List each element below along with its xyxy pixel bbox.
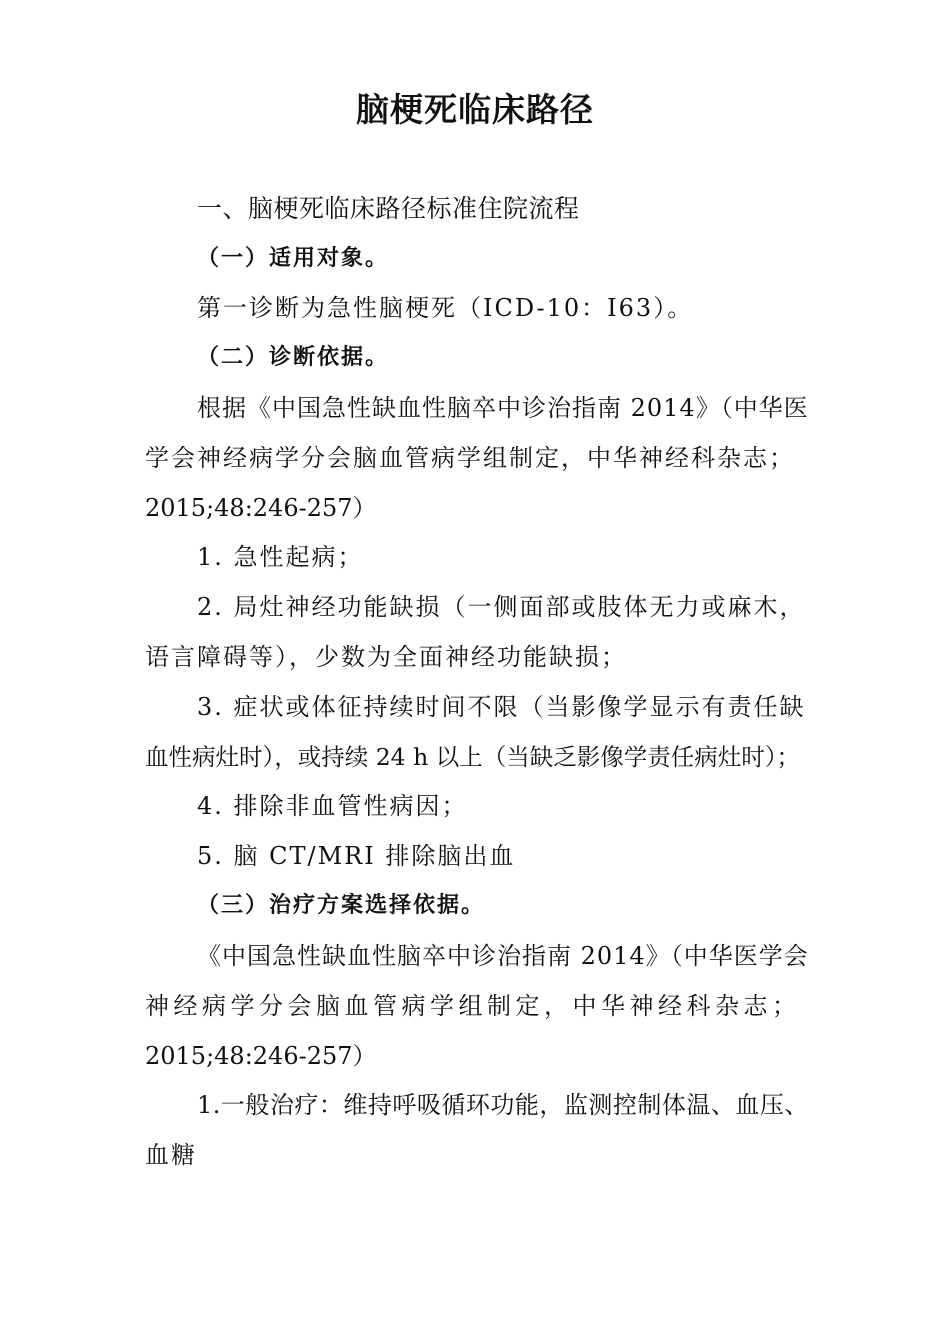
subsection-heading-diagnosis: （二）诊断依据。 (197, 345, 390, 370)
paragraph-line: 学会神经病学分会脑血管病学组制定，中华神经科杂志； (145, 444, 795, 472)
paragraph-line: 2015;48:246-257） (145, 494, 377, 522)
list-item-continued: 语言障碍等），少数为全面神经功能缺损； (145, 643, 627, 671)
paragraph-line: 第一诊断为急性脑梗死（ICD-10：I63）。 (197, 294, 694, 322)
paragraph-line: 根据《中国急性缺血性脑卒中诊治指南 2014》（中华医 (197, 394, 809, 422)
list-item: 5. 脑 CT/MRI 排除脑出血 (197, 842, 516, 870)
list-item: 2. 局灶神经功能缺损（一侧面部或肢体无力或麻木， (197, 593, 806, 621)
section-heading: 一、脑梗死临床路径标准住院流程 (197, 194, 580, 223)
list-item: 1. 急性起病； (197, 543, 364, 571)
list-item: 1.一般治疗：维持呼吸循环功能，监测控制体温、血压、 (197, 1091, 809, 1119)
subsection-heading-applicable: （一）适用对象。 (197, 246, 390, 271)
subsection-heading-treatment: （三）治疗方案选择依据。 (197, 893, 486, 918)
document-title: 脑梗死临床路径 (356, 90, 594, 129)
paragraph-line: 《中国急性缺血性脑卒中诊治指南 2014》（中华医学会 (197, 942, 809, 970)
paragraph-line: 2015;48:246-257） (145, 1042, 377, 1070)
list-item: 3. 症状或体征持续时间不限（当影像学显示有责任缺 (197, 693, 806, 721)
list-item: 4. 排除非血管性病因； (197, 792, 468, 820)
list-item-continued: 血性病灶时），或持续 24 h 以上（当缺乏影像学责任病灶时）； (145, 743, 800, 771)
list-item-continued: 血糖 (145, 1141, 197, 1169)
paragraph-line: 神经病学分会脑血管病学组制定，中华神经科杂志； (145, 992, 801, 1020)
